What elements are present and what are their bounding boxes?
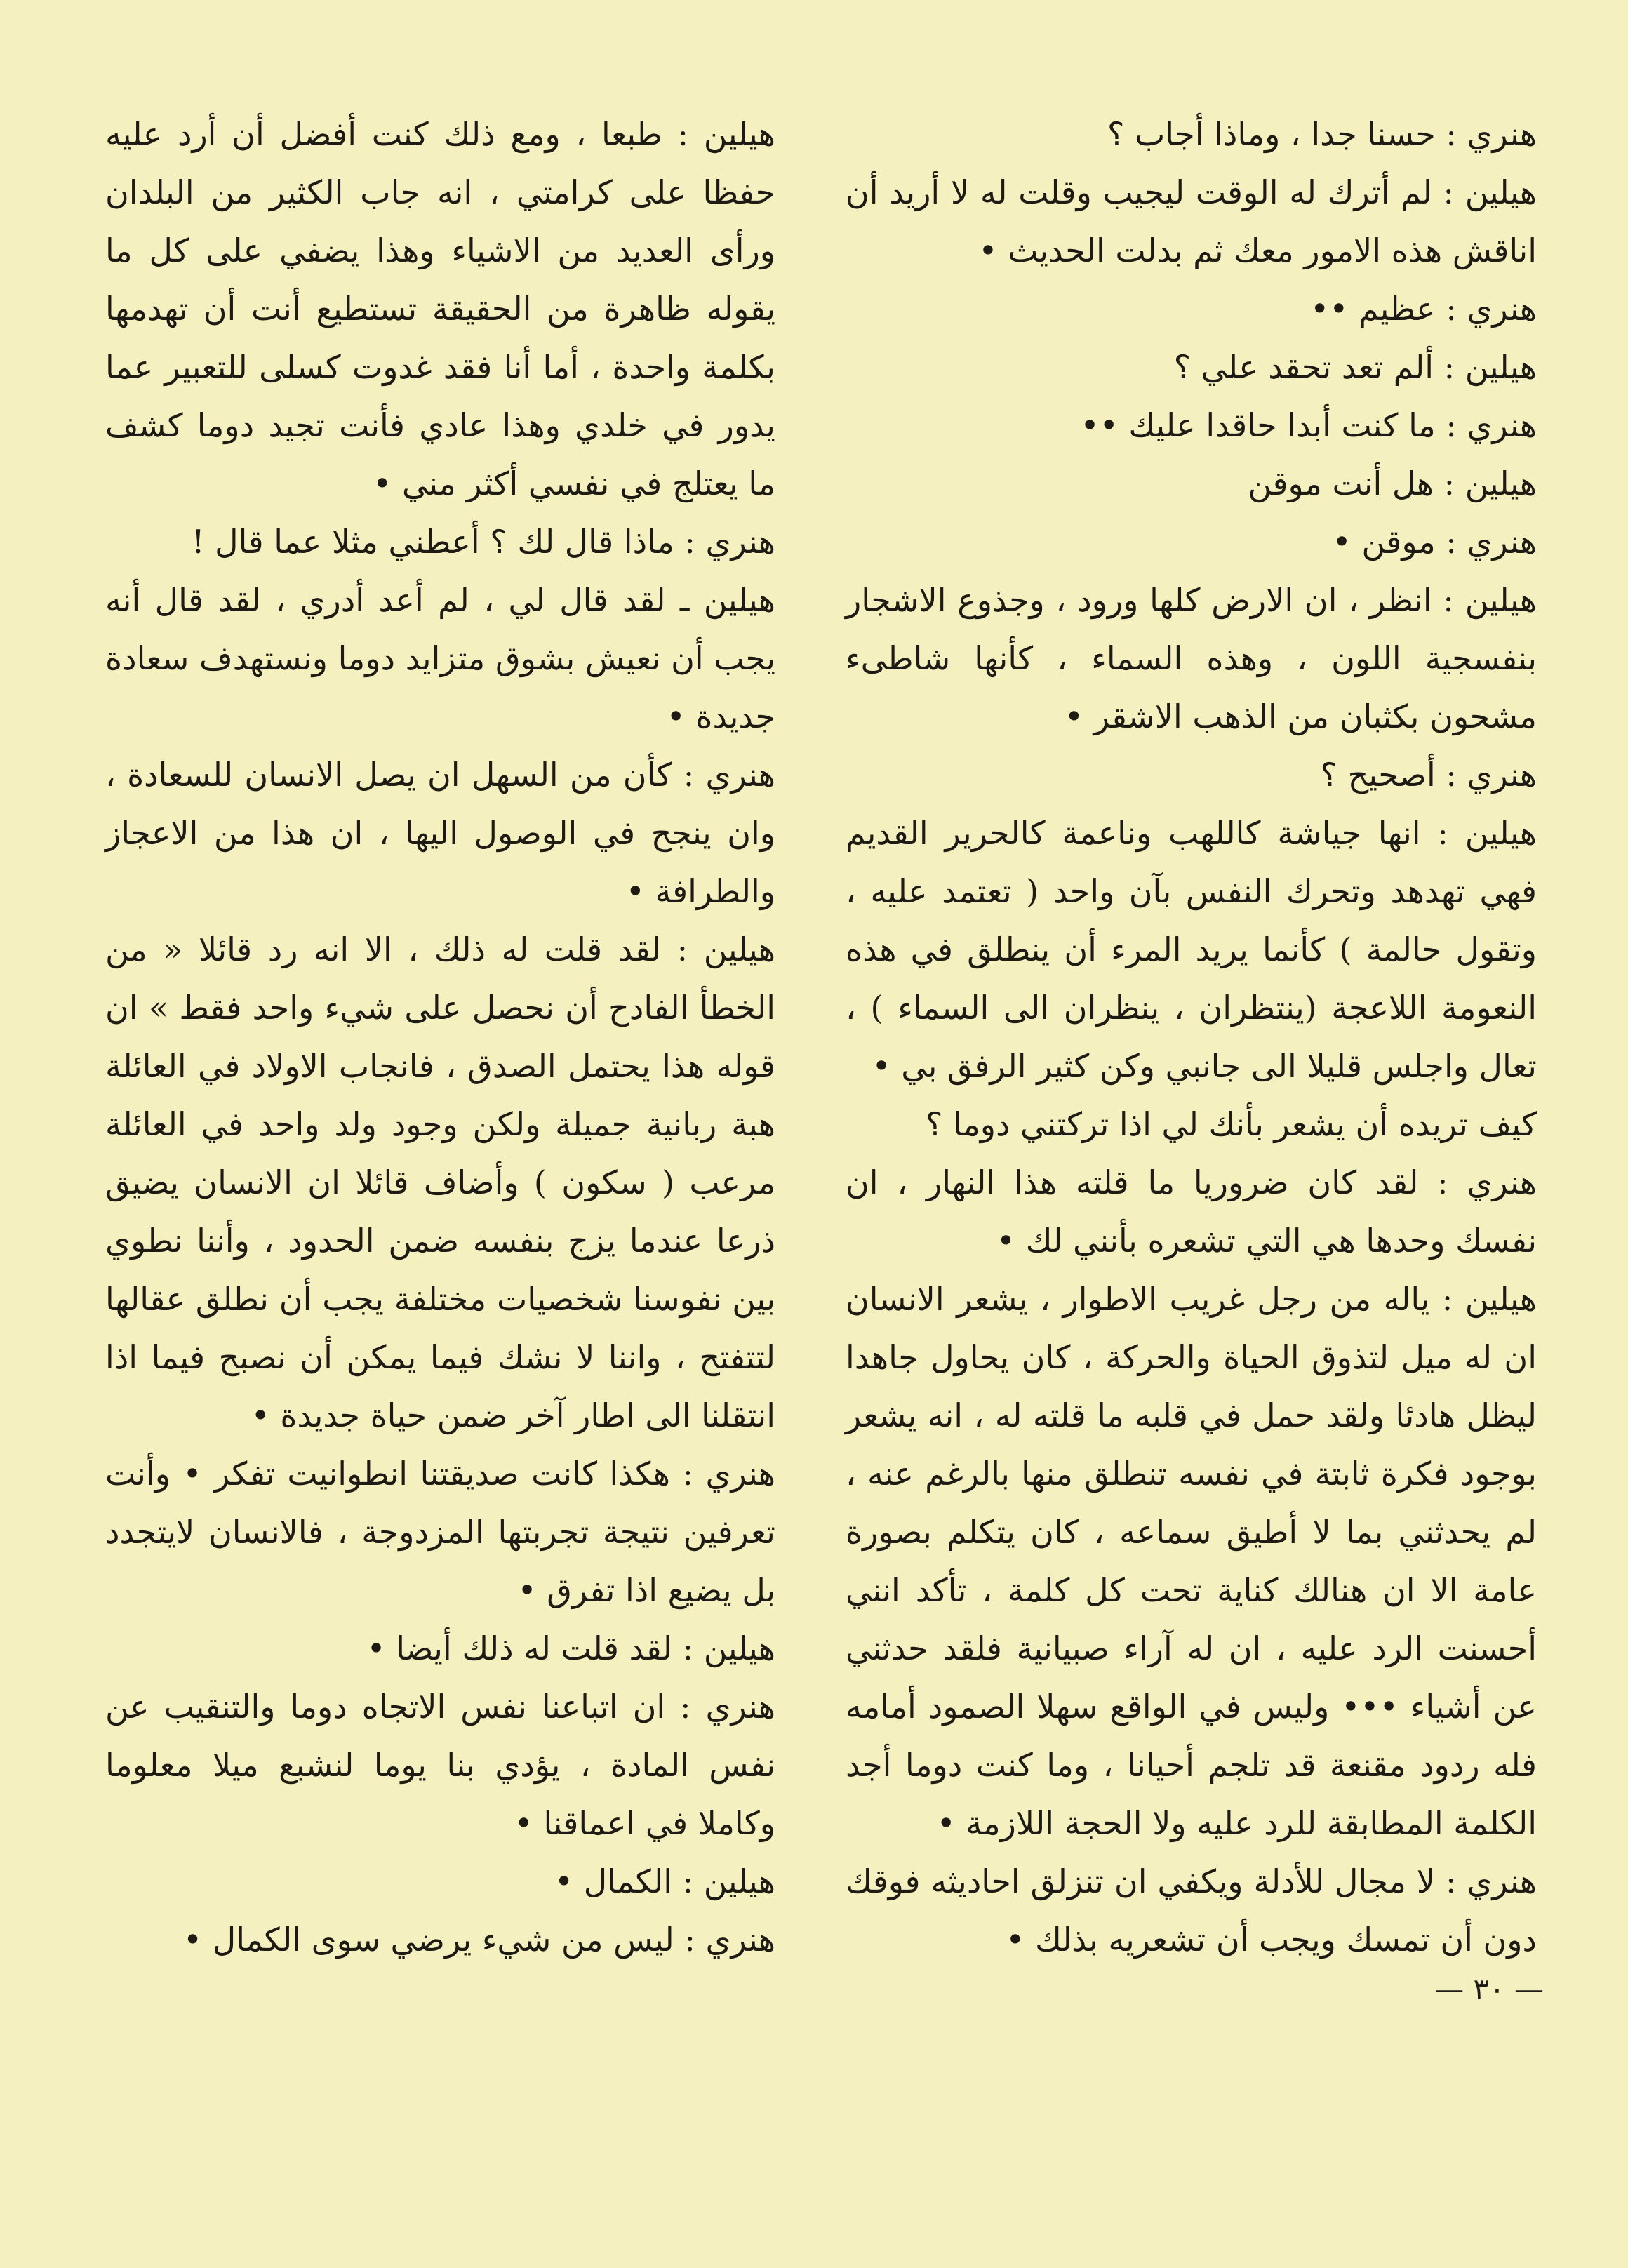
dialogue-line: هيلين : لم أترك له الوقت ليجيب وقلت له لا أريد أن اناقش هذه الامور معك ثم بدلت الحديث • <box>846 173 1537 269</box>
dialogue-line: كيف تريده أن يشعر بأنك لي اذا تركتني دوما ؟ <box>926 1105 1537 1143</box>
dialogue-line: هنري : عظيم •• <box>1310 290 1537 328</box>
dialogue-line: هنري : لقد كان ضروريا ما قلته هذا النهار ، ان نفسك وحدها هي التي تشعره بأنني لك • <box>846 1163 1537 1260</box>
dialogue-line: هيلين : لقد قلت له ذلك أيضا • <box>366 1629 775 1667</box>
dialogue-line: هنري : حسنا جدا ، وماذا أجاب ؟ <box>1107 115 1537 153</box>
dialogue-line: هنري : ما كنت أبدا حاقدا عليك •• <box>1080 406 1537 444</box>
left-text-column <box>105 105 775 1969</box>
dialogue-line: هنري : ليس من شيء يرضي سوى الكمال • <box>183 1921 775 1959</box>
dialogue-line: هيلين ـ لقد قال لي ، لم أعد أدري ، لقد قال أنه يجب أن نعيش بشوق متزايد دوما ونستهدف سعادة جديدة • <box>105 581 775 735</box>
dialogue-line: هنري : ماذا قال لك ؟ أعطني مثلا عما قال ! <box>192 523 775 561</box>
dialogue-line: هيلين : ألم تعد تحقد علي ؟ <box>1173 348 1537 386</box>
dialogue-line: هيلين : انها جياشة كاللهب وناعمة كالحرير القديم فهي تهدهد وتحرك النفس بآن واحد ( تعتمد عليه ، وتقول حالمة ) كأنما يريد المرء أن ينطلق في هذه النعومة اللاعجة (ينتظران ، ينظران الى السماء ) ، تعال واجلس قليلا الى جانبي وكن كثير الرفق بي • <box>846 814 1537 1085</box>
dialogue-line: هنري : أصحيح ؟ <box>1320 756 1537 794</box>
right-text-column <box>846 105 1537 1969</box>
dialogue-line: هيلين : ياله من رجل غريب الاطوار ، يشعر الانسان ان له ميل لتذوق الحياة والحركة ، كان يحاول جاهدا ليظل هادئا ولقد حمل في قلبه ما قلته له ، انه يشعر بوجود فكرة ثابتة في نفسه تنطلق منها بالرغم عنه ، لم يحدثني بما لا أطيق سماعه ، كان يتكلم بصورة عامة الا ان هنالك كناية تحت كل كلمة ، تأكد انني أحسنت الرد عليه ، ان له آراء صبيانية فلقد حدثني عن أشياء ••• وليس في الواقع سهلا الصمود أمامه فله ردود مقنعة قد تلجم أحيانا ، وما كنت دوما أجد الكلمة المطابقة للرد عليه ولا الحجة اللازمة • <box>846 1280 1537 1842</box>
dialogue-line: هيلين : طبعا ، ومع ذلك كنت أفضل أن أرد عليه حفظا على كرامتي ، انه جاب الكثير من البلدان ورأى العديد من الاشياء وهذا يضفي على كل ما يقوله ظاهرة من الحقيقة تستطيع أنت أن تهدمها بكلمة واحدة ، أما أنا فقد غدوت كسلى للتعبير عما يدور في خلدي وهذا عادي فأنت تجيد دوما كشف ما يعتلج في نفسي أكثر مني • <box>105 115 775 502</box>
dialogue-line: هيلين : لقد قلت له ذلك ، الا انه رد قائلا « من الخطأ الفادح أن نحصل على شيء واحد فقط » ان قوله هذا يحتمل الصدق ، فانجاب الاولاد في العائلة هبة ربانية جميلة ولكن وجود ولد واحد في العائلة مرعب ( سكون ) وأضاف قائلا ان الانسان يضيق ذرعا عندما يزج بنفسه ضمن الحدود ، وأننا نطوي بين نفوسنا شخصيات مختلفة يجب أن نطلق عقالها لتتفتح ، واننا لا نشك فيما يمكن أن نصبح فيما اذا انتقلنا الى اطار آخر ضمن حياة جديدة • <box>105 930 775 1434</box>
dialogue-line: هيلين : هل أنت موقن <box>1248 465 1537 502</box>
dialogue-line: هنري : كأن من السهل ان يصل الانسان للسعادة ، وان ينجح في الوصول اليها ، ان هذا من الاعجاز والطرافة • <box>105 756 775 910</box>
dialogue-line: هنري : لا مجال للأدلة ويكفي ان تنزلق احاديثه فوقك دون أن تمسك ويجب أن تشعريه بذلك • <box>846 1862 1537 1959</box>
dialogue-line: هيلين : الكمال • <box>554 1862 775 1900</box>
dialogue-line: هنري : ان اتباعنا نفس الاتجاه دوما والتنقيب عن نفس المادة ، يؤدي بنا يوما لنشبع ميلا معلوما وكاملا في اعماقنا • <box>105 1688 775 1842</box>
page-number: — ٣٠ — <box>1434 1972 1544 2006</box>
dialogue-line: هنري : هكذا كانت صديقتنا انطوانيت تفكر • وأنت تعرفين نتيجة تجربتها المزدوجة ، فالانسان لايتجدد بل يضيع اذا تفرق • <box>105 1455 775 1609</box>
dialogue-line: هيلين : انظر ، ان الارض كلها ورود ، وجذوع الاشجار بنفسجية اللون ، وهذه السماء ، كأنها شاطىء مشحون بكثبان من الذهب الاشقر • <box>846 581 1537 735</box>
dialogue-line: هنري : موقن • <box>1332 523 1537 561</box>
